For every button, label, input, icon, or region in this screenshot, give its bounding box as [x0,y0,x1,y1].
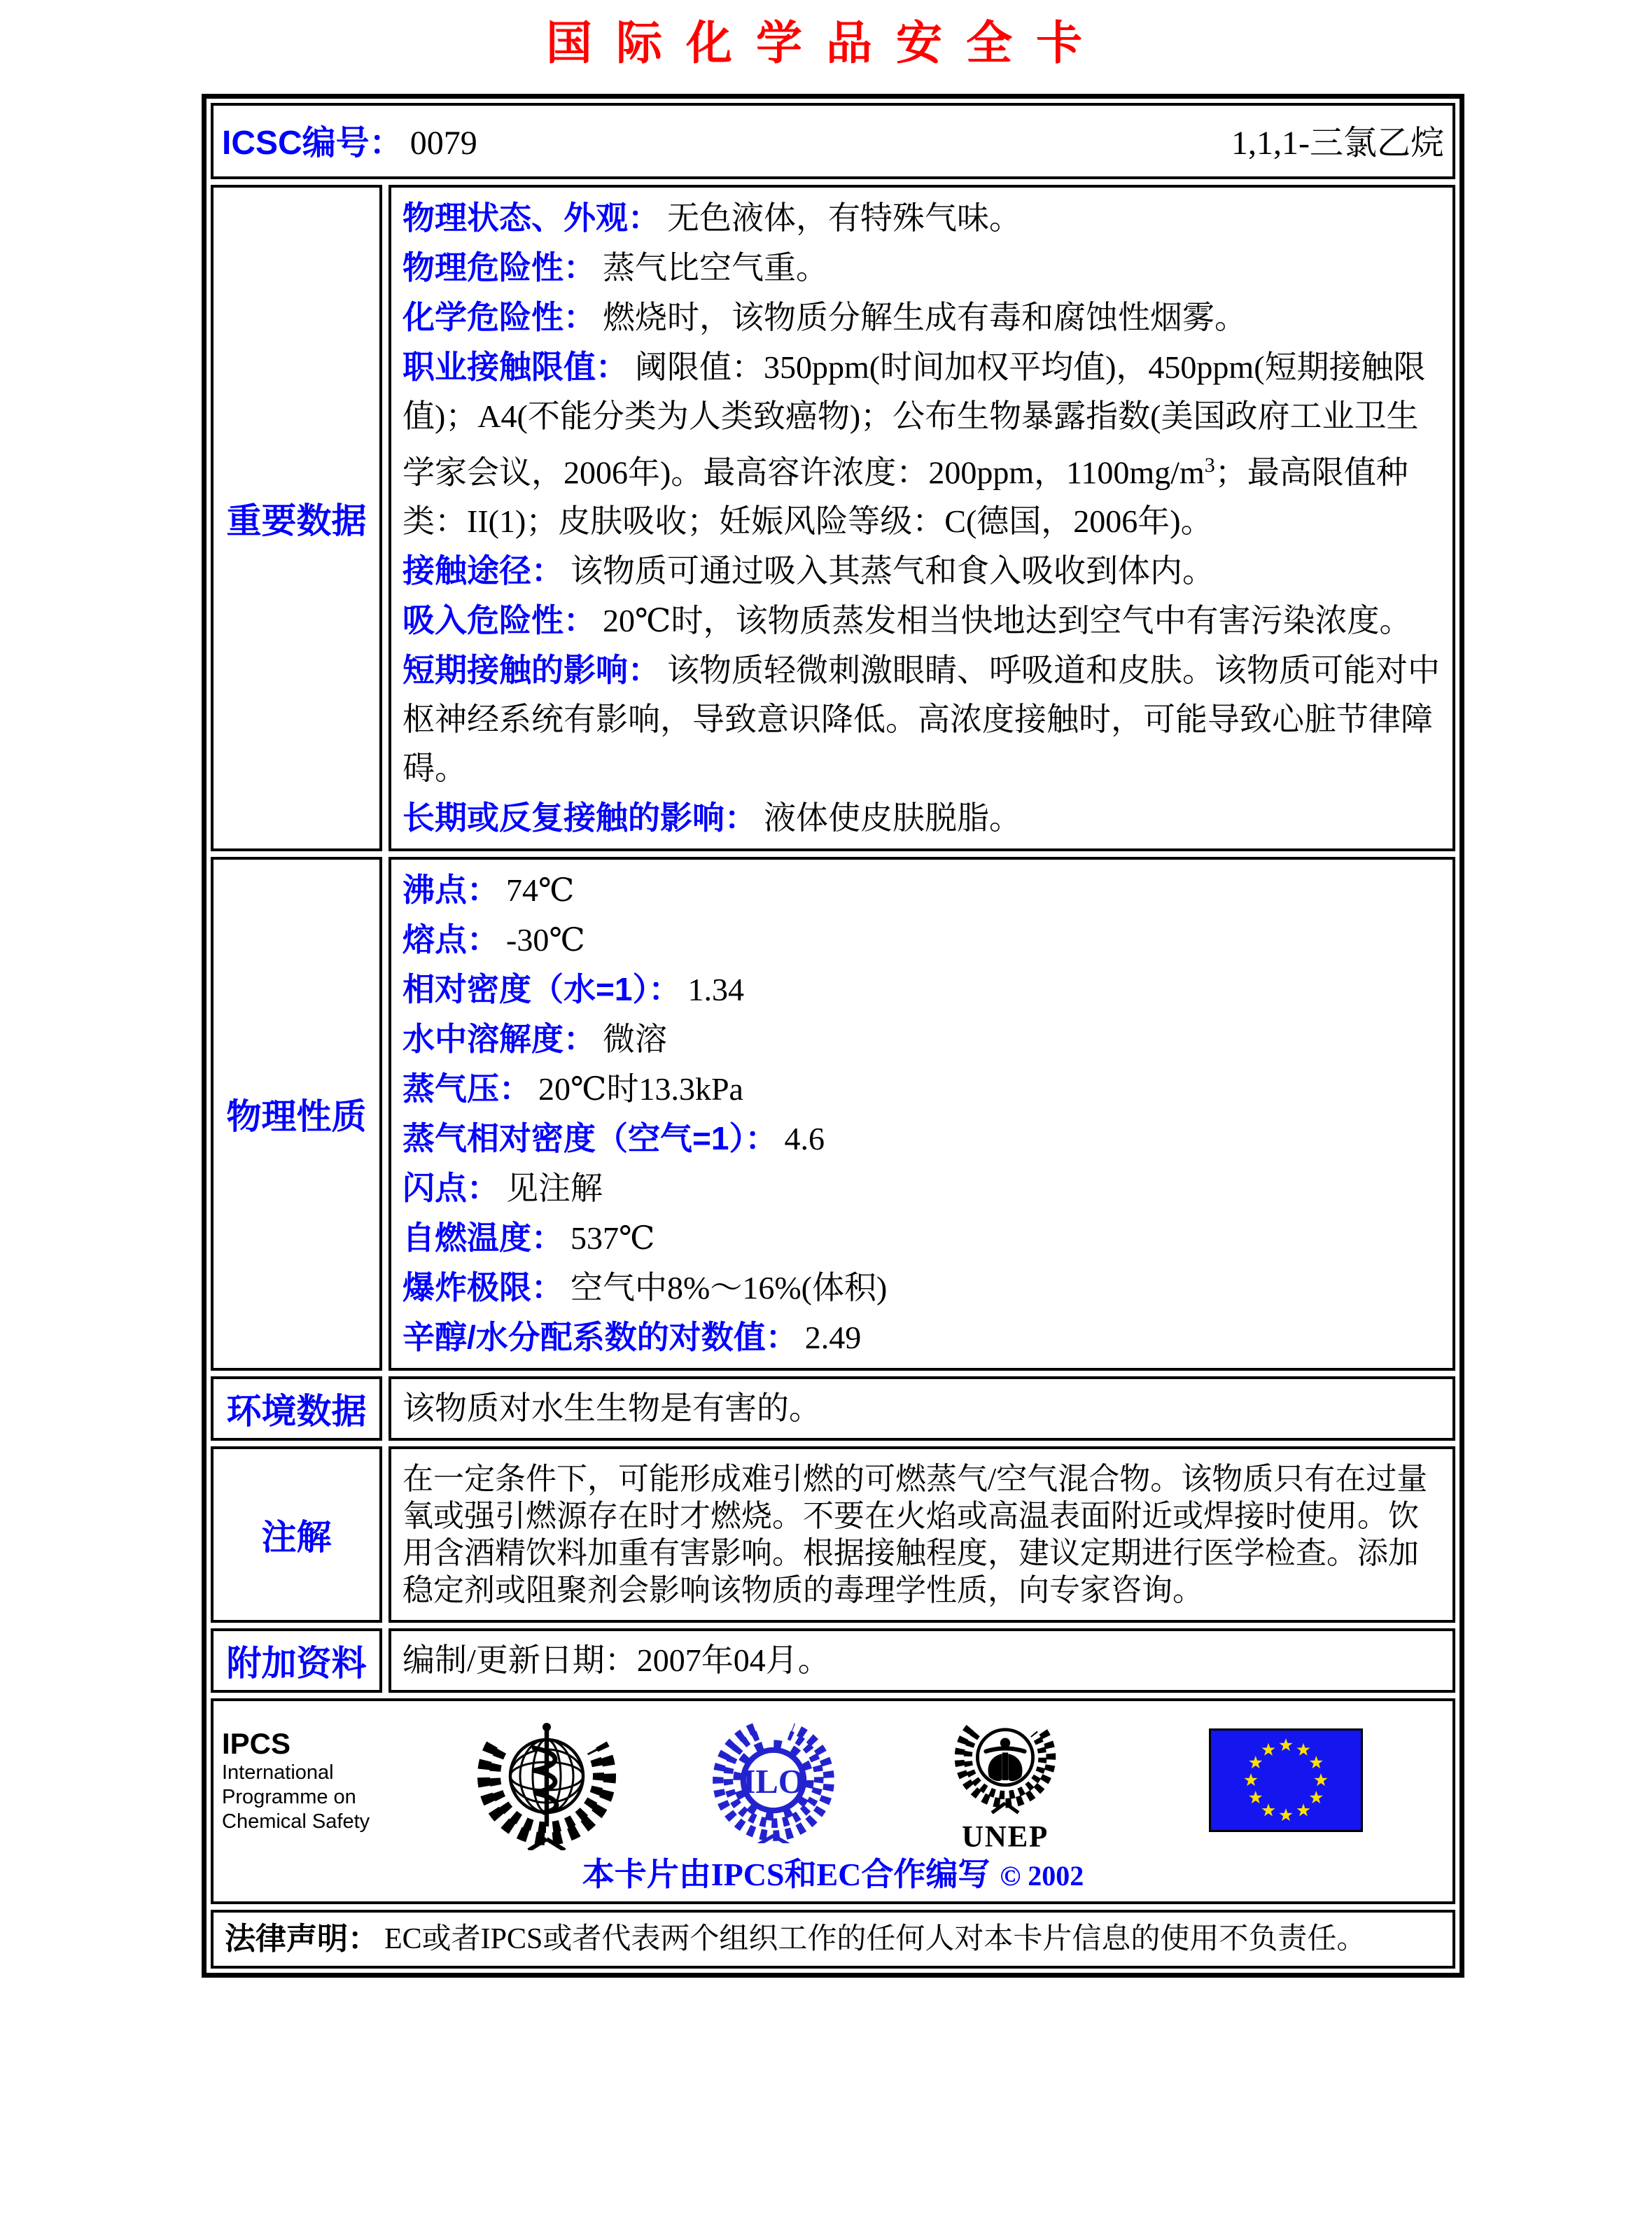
property-label: 自燃温度： [402,1220,564,1257]
entry-label: 吸入危险性： [402,602,596,639]
physical-property [402,1313,1441,1362]
physical-property [402,965,1441,1014]
property-label: 相对密度（水=1）： [402,971,681,1008]
environmental-data-text: 该物质对水生生物是有害的。 [402,1390,821,1427]
logos-cell [211,1698,1455,1904]
property-label: 爆炸极限： [402,1269,564,1306]
property-value: 1.34 [687,972,744,1008]
important-entry [402,793,1441,843]
credit-year: © 2002 [1000,1860,1084,1892]
row-label-text: 注解 [261,1518,332,1558]
property-value: 空气中8%～16%(体积) [570,1270,888,1306]
additional-info-text: 编制/更新日期：2007年04月。 [402,1642,830,1679]
important-data-row-label [211,185,382,851]
row-important-data [211,185,1455,851]
important-entry [402,193,1441,243]
environmental-data-row-label [211,1376,382,1441]
unep-emblem-icon [945,1707,1065,1854]
row-label-text: 物理性质 [226,1097,367,1137]
superscript: 3 [1204,454,1215,477]
physical-property [402,1064,1441,1114]
property-value: 537℃ [570,1220,655,1257]
header-cell [211,103,1455,179]
credit-line [222,1857,1444,1894]
entry-text: 燃烧时，该物质分解生成有毒和腐蚀性烟雾。 [603,300,1247,335]
physical-property [402,865,1441,915]
entry-text: 20℃时，该物质蒸发相当快地达到空气中有害污染浓度。 [603,603,1412,639]
physical-properties-content [388,857,1455,1371]
property-value: 74℃ [506,872,575,909]
property-label: 蒸气相对密度（空气=1）： [402,1120,778,1157]
entry-text: 该物质轻微刺激眼睛、呼吸道和皮肤。该物质可能对中枢神经系统有影响，导致意识降低。高浓度接触时，可能导致心脏节律障碍。 [402,652,1440,787]
entry-text: 蒸气比空气重。 [603,250,828,286]
legal-text: EC或者IPCS或者代表两个组织工作的任何人对本卡片信息的使用不负责任。 [384,1923,1366,1956]
physical-property [402,1213,1441,1263]
property-label: 辛醇/水分配系数的对数值： [402,1319,798,1356]
ipcs-acronym: IPCS [222,1726,291,1760]
chemical-name: 1,1,1-三氯乙烷 [1231,125,1444,162]
entry-label: 长期或反复接触的影响： [402,799,757,837]
logos-line [222,1707,1444,1854]
entry-text: ；最高限值种类：II(1)；皮肤吸收；妊娠风险等级：C(德国，2006年)。 [402,454,1408,540]
property-label: 沸点： [402,872,499,909]
legal-cell [211,1910,1455,1969]
property-label: 熔点： [402,921,499,958]
entry-label: 物理状态、外观： [402,200,660,236]
unep-letters: UNEP [962,1820,1049,1854]
important-entry [402,645,1441,793]
physical-property [402,1014,1441,1064]
important-entry [402,293,1441,342]
legal-label: 法律声明： [225,1922,379,1957]
physical-property [402,1164,1441,1213]
credit-text: 本卡片由IPCS和EC合作编写 [582,1857,990,1893]
entry-text: 该物质可通过吸入其蒸气和食入吸收到体内。 [570,553,1214,589]
ilo-letters: ILO [742,1763,805,1801]
entry-text: 无色液体，有特殊气味。 [667,200,1021,236]
entry-label: 接触途径： [402,552,564,589]
notes-text: 在一定条件下，可能形成难引燃的可燃蒸气/空气混合物。该物质只有在过量氧或强引燃源存在时才燃烧。不要在火焰或高温表面附近或焊接时使用。饮用含酒精饮料加重有害影响。根据接触程度，建议定期进行医学检查。添加稳定剂或阻聚剂会影响该物质的毒理学性质，向专家咨询。 [402,1462,1428,1608]
row-label-text: 重要数据 [226,501,367,541]
entry-text: 液体使皮肤脱脂。 [764,800,1021,837]
property-value: 2.49 [804,1320,862,1356]
property-label: 水中溶解度： [402,1021,596,1058]
important-entry [402,243,1441,293]
physical-property [402,1263,1441,1313]
important-entry [402,342,1441,546]
property-value: 20℃时13.3kPa [538,1071,743,1107]
row-environmental-data [211,1376,1455,1441]
eu-flag-icon [1209,1728,1363,1832]
icsc-table [202,94,1464,1978]
property-label: 闪点： [402,1170,499,1207]
icsc-number-label: ICSC编号： [222,125,403,162]
who-emblem-icon [474,1710,620,1850]
physical-properties-row-label [211,857,382,1371]
additional-info-row-label [211,1628,382,1693]
icsc-number-group [222,116,477,164]
physical-property [402,915,1441,965]
physical-property [402,1114,1441,1164]
entry-label: 短期接触的影响： [402,652,660,689]
property-value: 4.6 [784,1121,825,1157]
entry-text: 阈限值：350ppm(时间加权平均值)，450ppm(短期接触限值)；A4(不能分类为人类致癌物)；公布生物暴露指数(美国政府工业卫生学家会议，2006年)。最高容许浓度：200ppm，1100mg/m [402,349,1426,491]
entry-label: 物理危险性： [402,249,596,286]
notes-content [388,1446,1455,1623]
property-label: 蒸气压： [402,1070,531,1107]
additional-info-content [388,1628,1455,1693]
important-entry [402,546,1441,596]
row-physical-properties [211,857,1455,1371]
row-additional-info [211,1628,1455,1693]
row-legal [211,1910,1455,1969]
important-entry [402,596,1441,645]
environmental-data-content [388,1376,1455,1441]
property-value: -30℃ [506,922,585,958]
row-logos [211,1698,1455,1904]
row-header [211,103,1455,179]
important-data-content [388,185,1455,851]
icsc-number-value: 0079 [410,125,477,162]
property-value: 见注解 [506,1171,603,1207]
ipcs-name-line: Programme on [222,1785,356,1808]
ipcs-name-line: International [222,1761,334,1784]
row-label-text: 附加资料 [226,1644,367,1684]
ilo-emblem-icon [710,1717,836,1843]
property-value: 微溶 [603,1021,667,1058]
ipcs-name-line: Chemical Safety [222,1810,370,1833]
entry-label: 化学危险性： [402,299,596,335]
notes-row-label [211,1446,382,1623]
entry-label: 职业接触限值： [402,349,628,385]
page-title: 国际化学品安全卡 [546,17,1106,69]
ipcs-logo [222,1727,376,1834]
row-notes [211,1446,1455,1623]
row-label-text: 环境数据 [226,1392,367,1432]
